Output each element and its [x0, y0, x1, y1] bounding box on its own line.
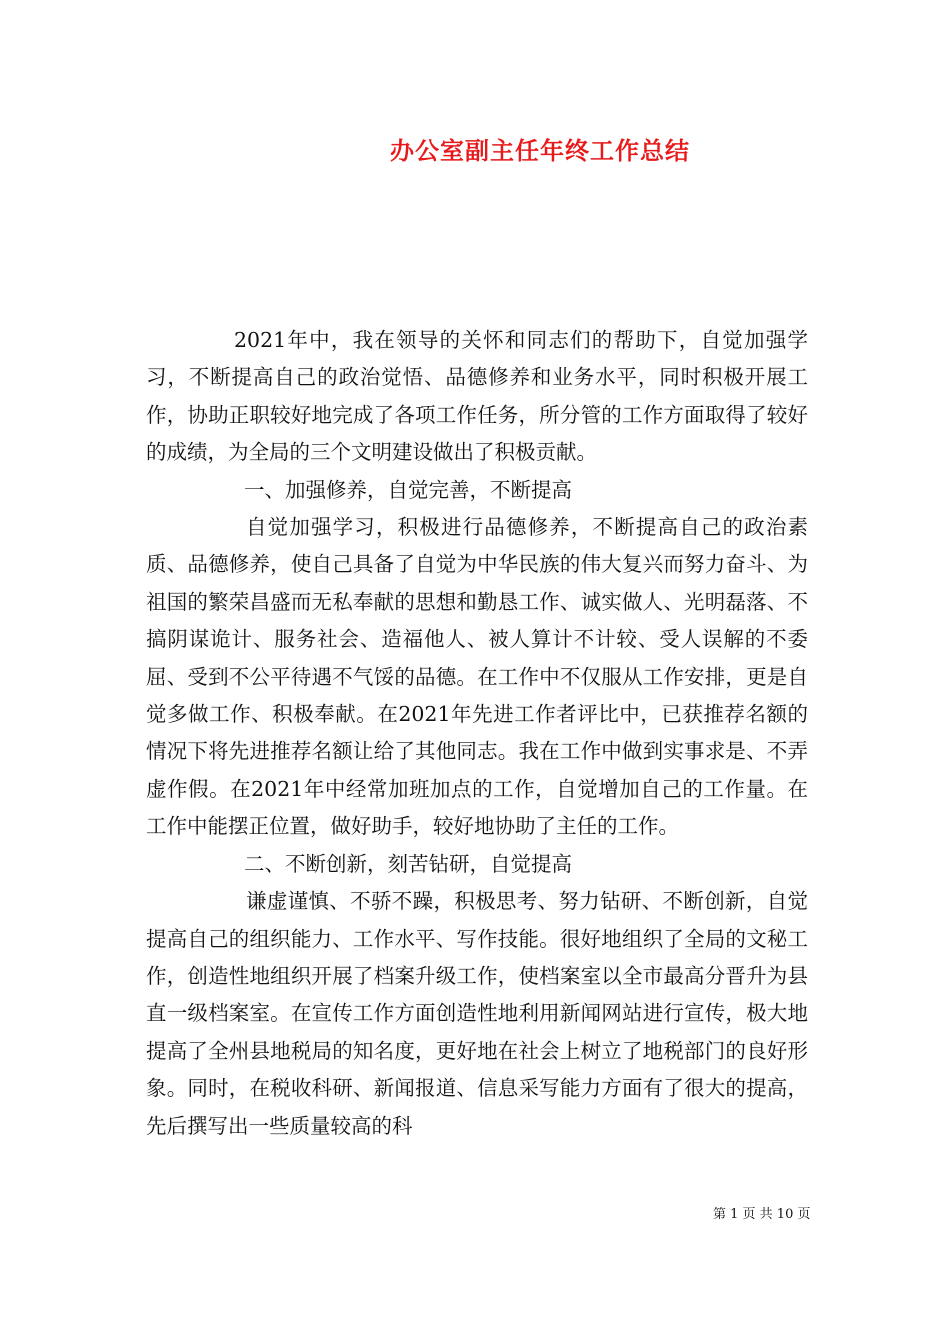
document-body — [146, 322, 808, 1145]
paragraph-section-1: 自觉加强学习，积极进行品德修养，不断提高自己的政治素质、品德修养，使自己具备了自觉为中华民族的伟大复兴而努力奋斗、为祖国的繁荣昌盛而无私奉献的思想和勤恳工作、诚实做人、光明磊落、不搞阴谋诡计、服务社会、造福他人、被人算计不计较、受人误解的不委屈、受到不公平待遇不气馁的品德。在工作中不仅服从工作安排，更是自觉多做工作、积极奉献。在2021年先进工作者评比中，已获推荐名额的情况下将先进推荐名额让给了其他同志。我在工作中做到实事求是、不弄虚作假。在2021年中经常加班加点的工作，自觉增加自己的工作量。在工作中能摆正位置，做好助手，较好地协助了主任的工作。 — [146, 515, 808, 839]
page-number-footer: 第 1 页 共 10 页 — [713, 1207, 811, 1222]
section-heading-2: 二、不断创新，刻苦钻研，自觉提高 — [244, 851, 572, 876]
section-heading-1: 一、加强修养，自觉完善，不断提高 — [244, 477, 572, 502]
paragraph-intro: 2021年中，我在领导的关怀和同志们的帮助下，自觉加强学习，不断提高自己的政治觉悟、品德修养和业务水平，同时积极开展工作，协助正职较好地完成了各项工作任务，所分管的工作方面取得了较好的成绩，为全局的三个文明建设做出了积极贡献。 — [146, 328, 808, 465]
document-title: 办公室副主任年终工作总结 — [390, 136, 690, 165]
paragraph-section-2: 谦虚谨慎、不骄不躁，积极思考、努力钻研、不断创新，自觉提高自己的组织能力、工作水平、写作技能。很好地组织了全局的文秘工作，创造性地组织开展了档案升级工作，使档案室以全市最高分晋升为县直一级档案室。在宣传工作方面创造性地利用新闻网站进行宣传，极大地提高了全州县地税局的知名度，更好地在社会上树立了地税部门的良好形象。同时，在税收科研、新闻报道、信息采写能力方面有了很大的提高，先后撰写出一些质量较高的科 — [146, 889, 808, 1138]
